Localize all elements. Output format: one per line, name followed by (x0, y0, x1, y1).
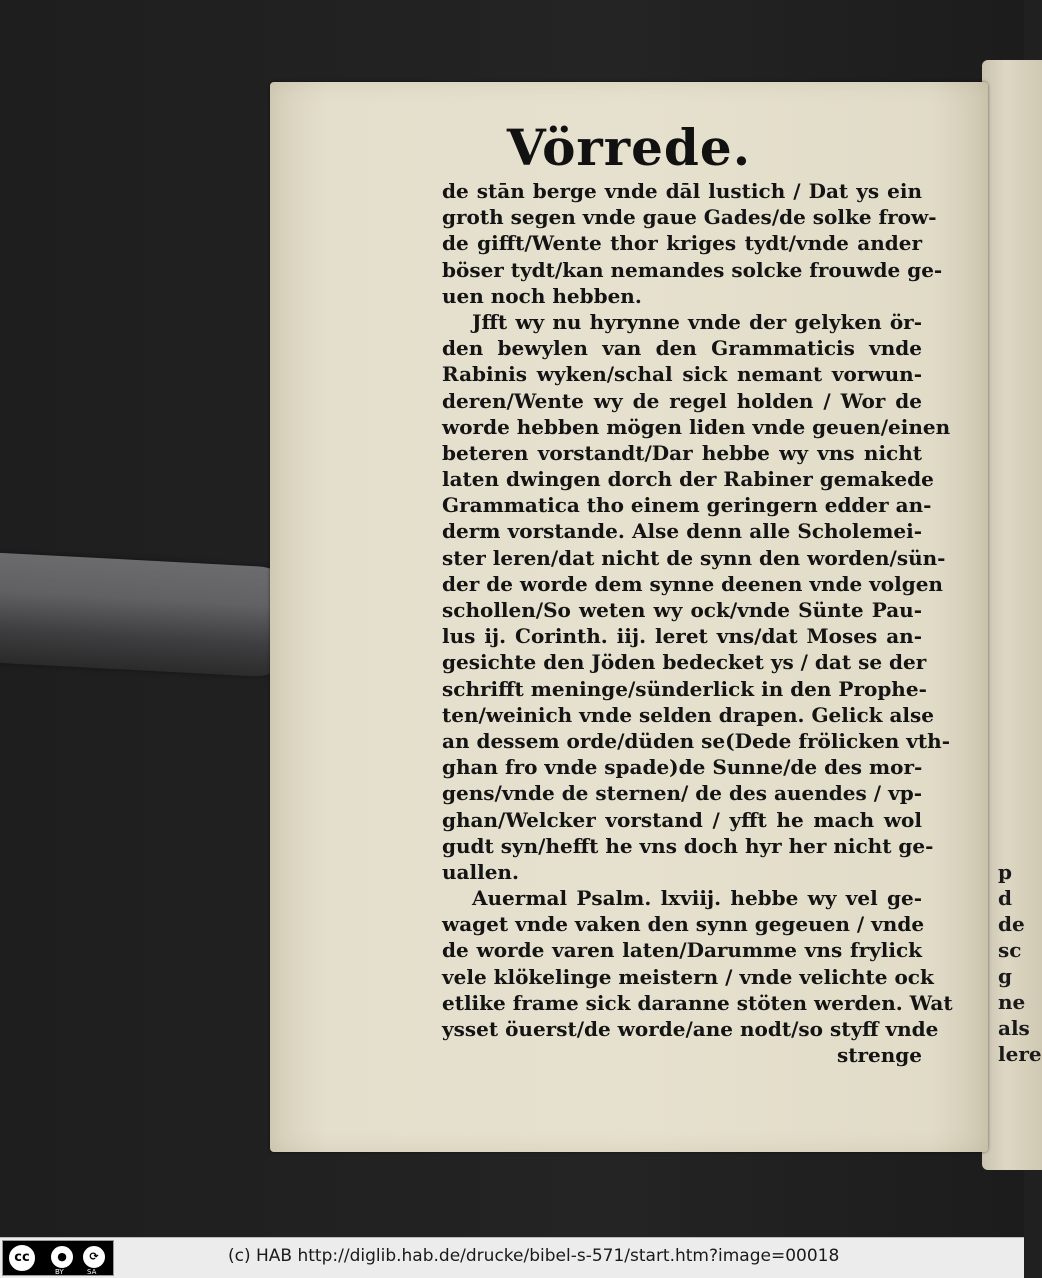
facing-page-fragment: g (998, 964, 1012, 988)
text-line: ster leren/dat nicht de synn den worden/sün- (442, 545, 946, 570)
text-line: ten/weinich vnde selden drapen. Gelick alse (442, 702, 934, 727)
facing-page-fragment: de (998, 912, 1025, 936)
text-line: de gifft/Wente thor kriges tydt/vnde ander (442, 231, 922, 256)
page-body-text (442, 178, 953, 1068)
text-line: groth segen vnde gaue Gades/de solke frow- (442, 205, 937, 230)
text-line: Rabinis wyken/schal sick nemant vorwun- (442, 362, 922, 387)
text-line: an dessem orde/düden se(Dede frölicken vth- (442, 728, 950, 753)
facing-page-fragment: d (998, 886, 1012, 910)
page-weight-strap (0, 551, 313, 679)
by-label: BY (55, 1268, 64, 1276)
text-line: der de worde dem synne deenen vnde volgen (442, 571, 943, 596)
text-line: etlike frame sick daranne stöten werden. Wat (442, 990, 953, 1015)
facing-page (982, 60, 1042, 1170)
text-line: beteren vorstandt/Dar hebbe wy vns nicht (442, 440, 922, 465)
text-line: waget vnde vaken den synn gegeuen / vnde (442, 912, 925, 937)
text-line: vele klökelinge meistern / vnde velichte ock (442, 964, 934, 989)
text-line: uallen. (442, 859, 519, 884)
creative-commons-icon: cc (7, 1243, 37, 1273)
footer-bar (0, 1237, 1024, 1278)
text-line: Grammatica tho einem geringern edder an- (442, 493, 932, 518)
text-line: Jfft wy nu hyrynne vnde der gelyken ör- (472, 309, 922, 334)
text-line: Auermal Psalm. lxviij. hebbe wy vel ge- (472, 886, 922, 911)
text-line: den bewylen van den Grammaticis vnde (442, 336, 922, 361)
sa-label: SA (87, 1268, 97, 1276)
page-title: Vörrede. (506, 118, 752, 177)
copyright-credit[interactable]: (c) HAB http://diglib.hab.de/drucke/bibel-s-571/start.htm?image=00018 (228, 1246, 840, 1266)
text-line: gudt syn/hefft he vns doch hyr her nicht ge- (442, 833, 934, 858)
text-line: böser tydt/kan nemandes solcke frouwde ge- (442, 257, 943, 282)
facing-page-fragment: lere (998, 1042, 1042, 1066)
facing-page-fragment: sc (998, 938, 1022, 962)
text-line: laten dwingen dorch der Rabiner gemakede (442, 467, 934, 492)
text-line: deren/Wente wy de regel holden / Wor de (442, 388, 922, 413)
text-line: derm vorstande. Alse denn alle Scholemei- (442, 519, 922, 544)
text-line: de stān berge vnde dāl lustich / Dat ys ein (442, 179, 922, 203)
text-line: strenge (836, 1043, 922, 1068)
text-line: ghan/Welcker vorstand / yfft he mach wol (442, 807, 922, 832)
attribution-icon: ● (49, 1244, 75, 1270)
book-page (270, 82, 988, 1152)
license-badge[interactable] (2, 1240, 114, 1276)
share-alike-icon: ⟳ (81, 1244, 107, 1270)
text-line: ghan fro vnde spade)de Sunne/de des mor- (442, 755, 923, 780)
text-line: worde hebben mögen liden vnde geuen/einen (442, 414, 951, 439)
text-line: de worde varen laten/Darumme vns frylick (442, 938, 922, 963)
text-line: gens/vnde de sternen/ de des auendes / vp- (442, 781, 922, 806)
facing-page-fragment: ne (998, 990, 1026, 1014)
text-line: lus ij. Corinth. iij. leret vns/dat Moses an- (442, 624, 922, 649)
text-line: ysset öuerst/de worde/ane nodt/so styff vnde (442, 1017, 939, 1041)
text-line: schollen/So weten wy ock/vnde Sünte Pau- (442, 598, 922, 622)
text-line: schrifft meninge/sünderlick in den Prophe- (442, 676, 927, 701)
facing-page-fragment: p (998, 860, 1012, 884)
text-line: uen noch hebben. (442, 283, 642, 308)
facing-page-fragment: als (998, 1016, 1030, 1040)
text-line: gesichte den Jöden bedecket ys / dat se der (442, 650, 927, 675)
